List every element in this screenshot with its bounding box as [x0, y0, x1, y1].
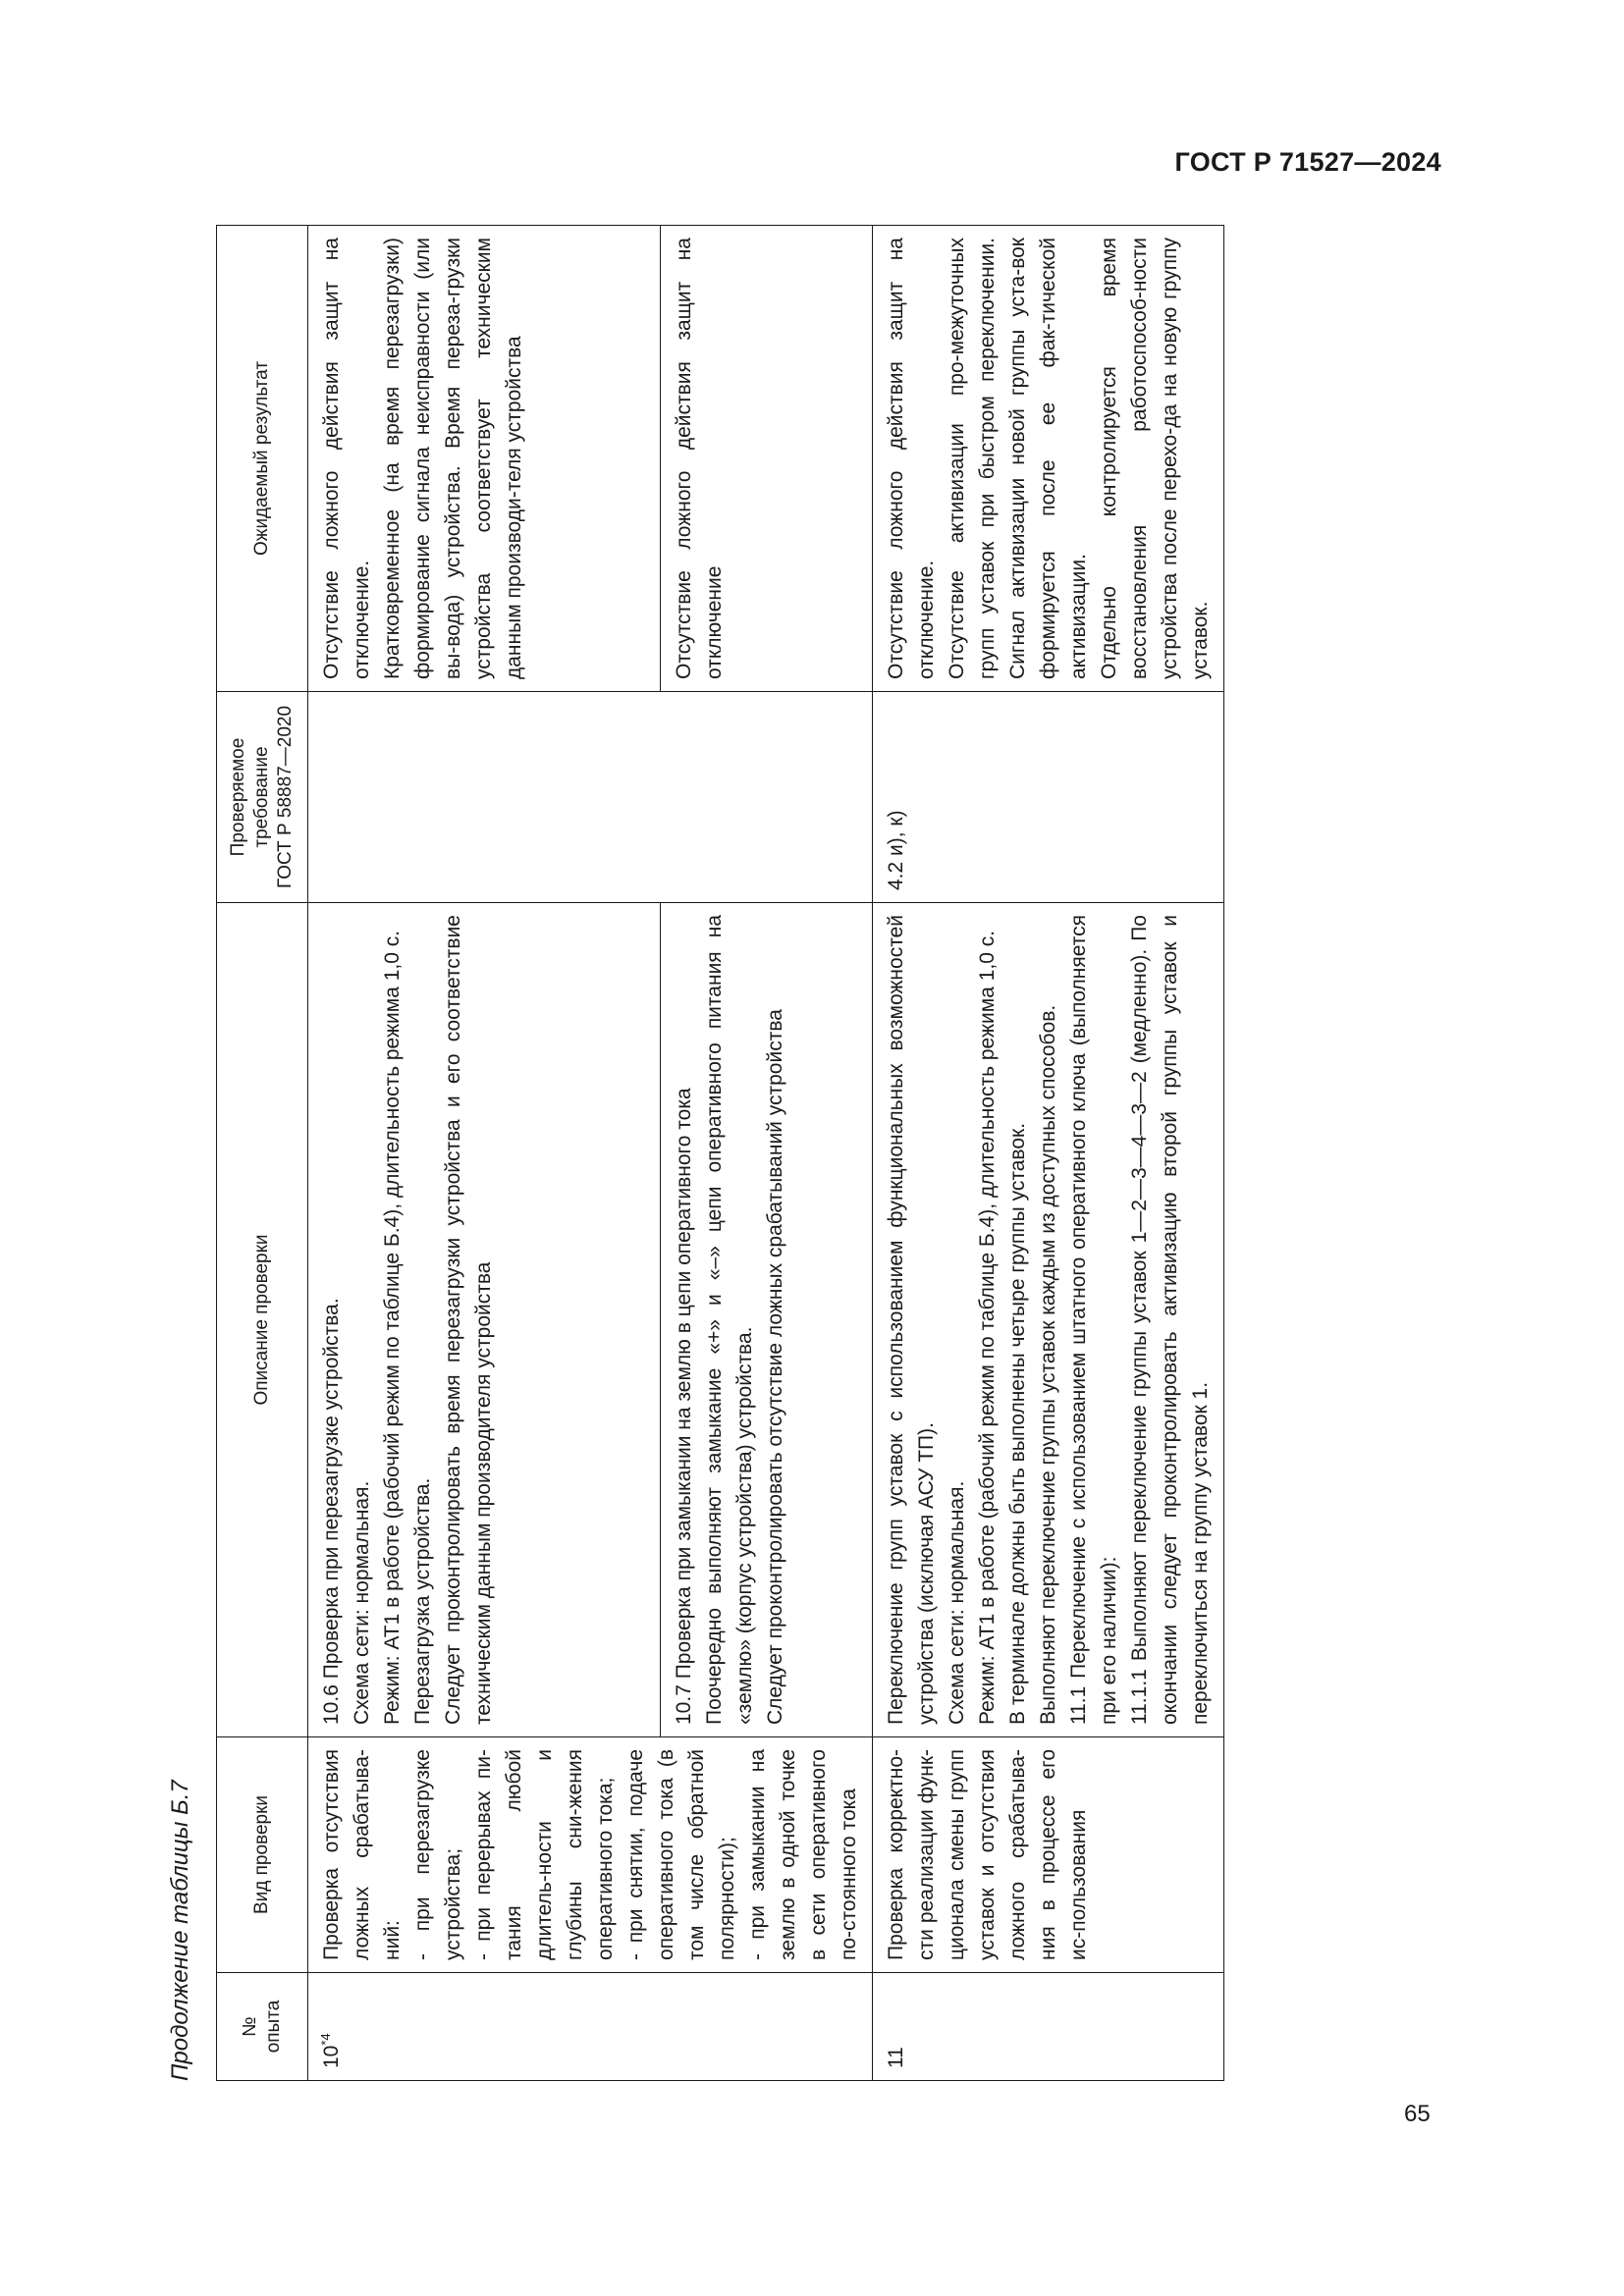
column-header-num: № опыта	[217, 1973, 308, 2081]
description-line: 10.6 Проверка при перезагрузке устройства.	[320, 1298, 343, 1725]
test-number-cell	[873, 1973, 1224, 2081]
rotated-page-content	[167, 226, 1247, 2081]
table-header-row	[217, 226, 308, 2081]
description-cell	[660, 903, 872, 1737]
column-header-kind: Вид проверки	[217, 1737, 308, 1973]
result-cell	[308, 226, 661, 692]
table-row-test-11	[873, 226, 1224, 2081]
kind-line: Проверка корректно-сти реализации функ-ционала смены групп уставок и отсутствия ложного срабатыва-ния в процессе его ис-пользования	[885, 1749, 1090, 1960]
description-line: Схема сети: нормальная.	[946, 1480, 968, 1725]
test-number: 11	[885, 2047, 907, 2068]
result-line: Отсутствие ложного действия защит на отключение.	[320, 238, 373, 679]
test-number: 10	[320, 2045, 343, 2068]
kind-line: - при замыкании на землю в одной точке в сети оперативного по-стоянного тока	[746, 1749, 860, 1960]
description-line: 10.7 Проверка при замыкании на землю в цепи оперативного тока	[672, 1088, 695, 1725]
kind-line: - при перерывах пи-тания любой длитель-ности и глубины сни-жения оперативного тока;	[472, 1749, 617, 1960]
result-line: Отсутствие ложного действия защит на отключение	[672, 238, 726, 679]
result-cell	[660, 226, 872, 692]
result-line: Отдельно контролируется время восстановления работоспособ-ности устройства после перехо-да на новую группу уставок.	[1098, 238, 1212, 679]
result-cell	[873, 226, 1224, 692]
description-line: В терминале должны быть выполнены четыре группы уставок.	[1006, 1122, 1029, 1725]
description-cell	[308, 903, 661, 1737]
test-table	[216, 225, 1224, 2081]
column-header-result: Ожидаемый результат	[217, 226, 308, 692]
description-line: 11.1.1 Выполняют переключение группы уставок 1—2—3—4—3—2 (медленно). По окончании следует проконтролировать активизацию второй группы уставок и переключиться на группу уставок 1.	[1128, 915, 1212, 1725]
table-continuation-caption: Продолжение таблицы Б.7	[167, 1780, 193, 2081]
requirement-cell: 4.2 и), к)	[873, 692, 1224, 903]
test-kind-cell	[308, 1737, 873, 1973]
description-line: Перезагрузка устройства.	[411, 1477, 434, 1725]
result-line: Отсутствие активизации про-межуточных групп уставок при быстром переключении. Сигнал активизации новой группы уста-вок формируется после ее фак-тической активизации.	[946, 238, 1090, 679]
page-number: 65	[1404, 2101, 1431, 2127]
description-line: Режим: АТ1 в работе (рабочий режим по таблице Б.4), длительность режима 1,0 с.	[976, 930, 999, 1725]
kind-line: - при перезагрузке устройства;	[411, 1749, 464, 1960]
test-number-cell	[308, 1973, 873, 2081]
result-line: Кратковременное (на время перезагрузки) формирование сигнала неисправности (или вы-вода) устройства. Время переза-грузки устройства соответствует техническим данным производи-теля устройства	[381, 238, 525, 679]
document-standard-code: ГОСТ Р 71527—2024	[1174, 147, 1441, 177]
requirement-cell	[308, 692, 873, 903]
column-header-description: Описание проверки	[217, 903, 308, 1737]
description-line: Схема сети: нормальная.	[351, 1480, 373, 1725]
kind-line: - при снятии, подаче оперативного тока (в том числе обратной полярности);	[624, 1749, 738, 1960]
description-line: Режим: АТ1 в работе (рабочий режим по таблице Б.4), длительность режима 1,0 с.	[381, 930, 404, 1725]
description-line: Следует проконтролировать время перезагрузки устройства и его соответствие техническим данным производителя устройства	[442, 915, 495, 1725]
test-kind-cell	[873, 1737, 1224, 1973]
table-row-test-10-sub-6	[308, 226, 661, 2081]
test-number-footnote: *4	[318, 2033, 333, 2046]
description-line: 11.1 Переключение с использованием штатного оперативного ключа (выполняется при его наличии):	[1067, 915, 1120, 1725]
column-header-requirement: Проверяемое требование ГОСТ Р 58887—2020	[217, 692, 308, 903]
kind-line: Проверка отсутствия ложных срабатыва-ний:	[320, 1749, 404, 1960]
description-line: Поочередно выполняют замыкание «+» и «–» цепи оперативного питания на «землю» (корпус устройства) устройства.	[702, 915, 756, 1725]
result-line: Отсутствие ложного действия защит на отключение.	[885, 238, 938, 679]
description-cell	[873, 903, 1224, 1737]
description-line: Переключение групп уставок с использованием функциональных возможностей устройства (исключая АСУ ТП).	[885, 915, 938, 1725]
description-line: Следует проконтролировать отсутствие ложных срабатываний устройства	[763, 1009, 786, 1725]
description-line: Выполняют переключение группы уставок каждым из доступных способов.	[1037, 1004, 1059, 1725]
